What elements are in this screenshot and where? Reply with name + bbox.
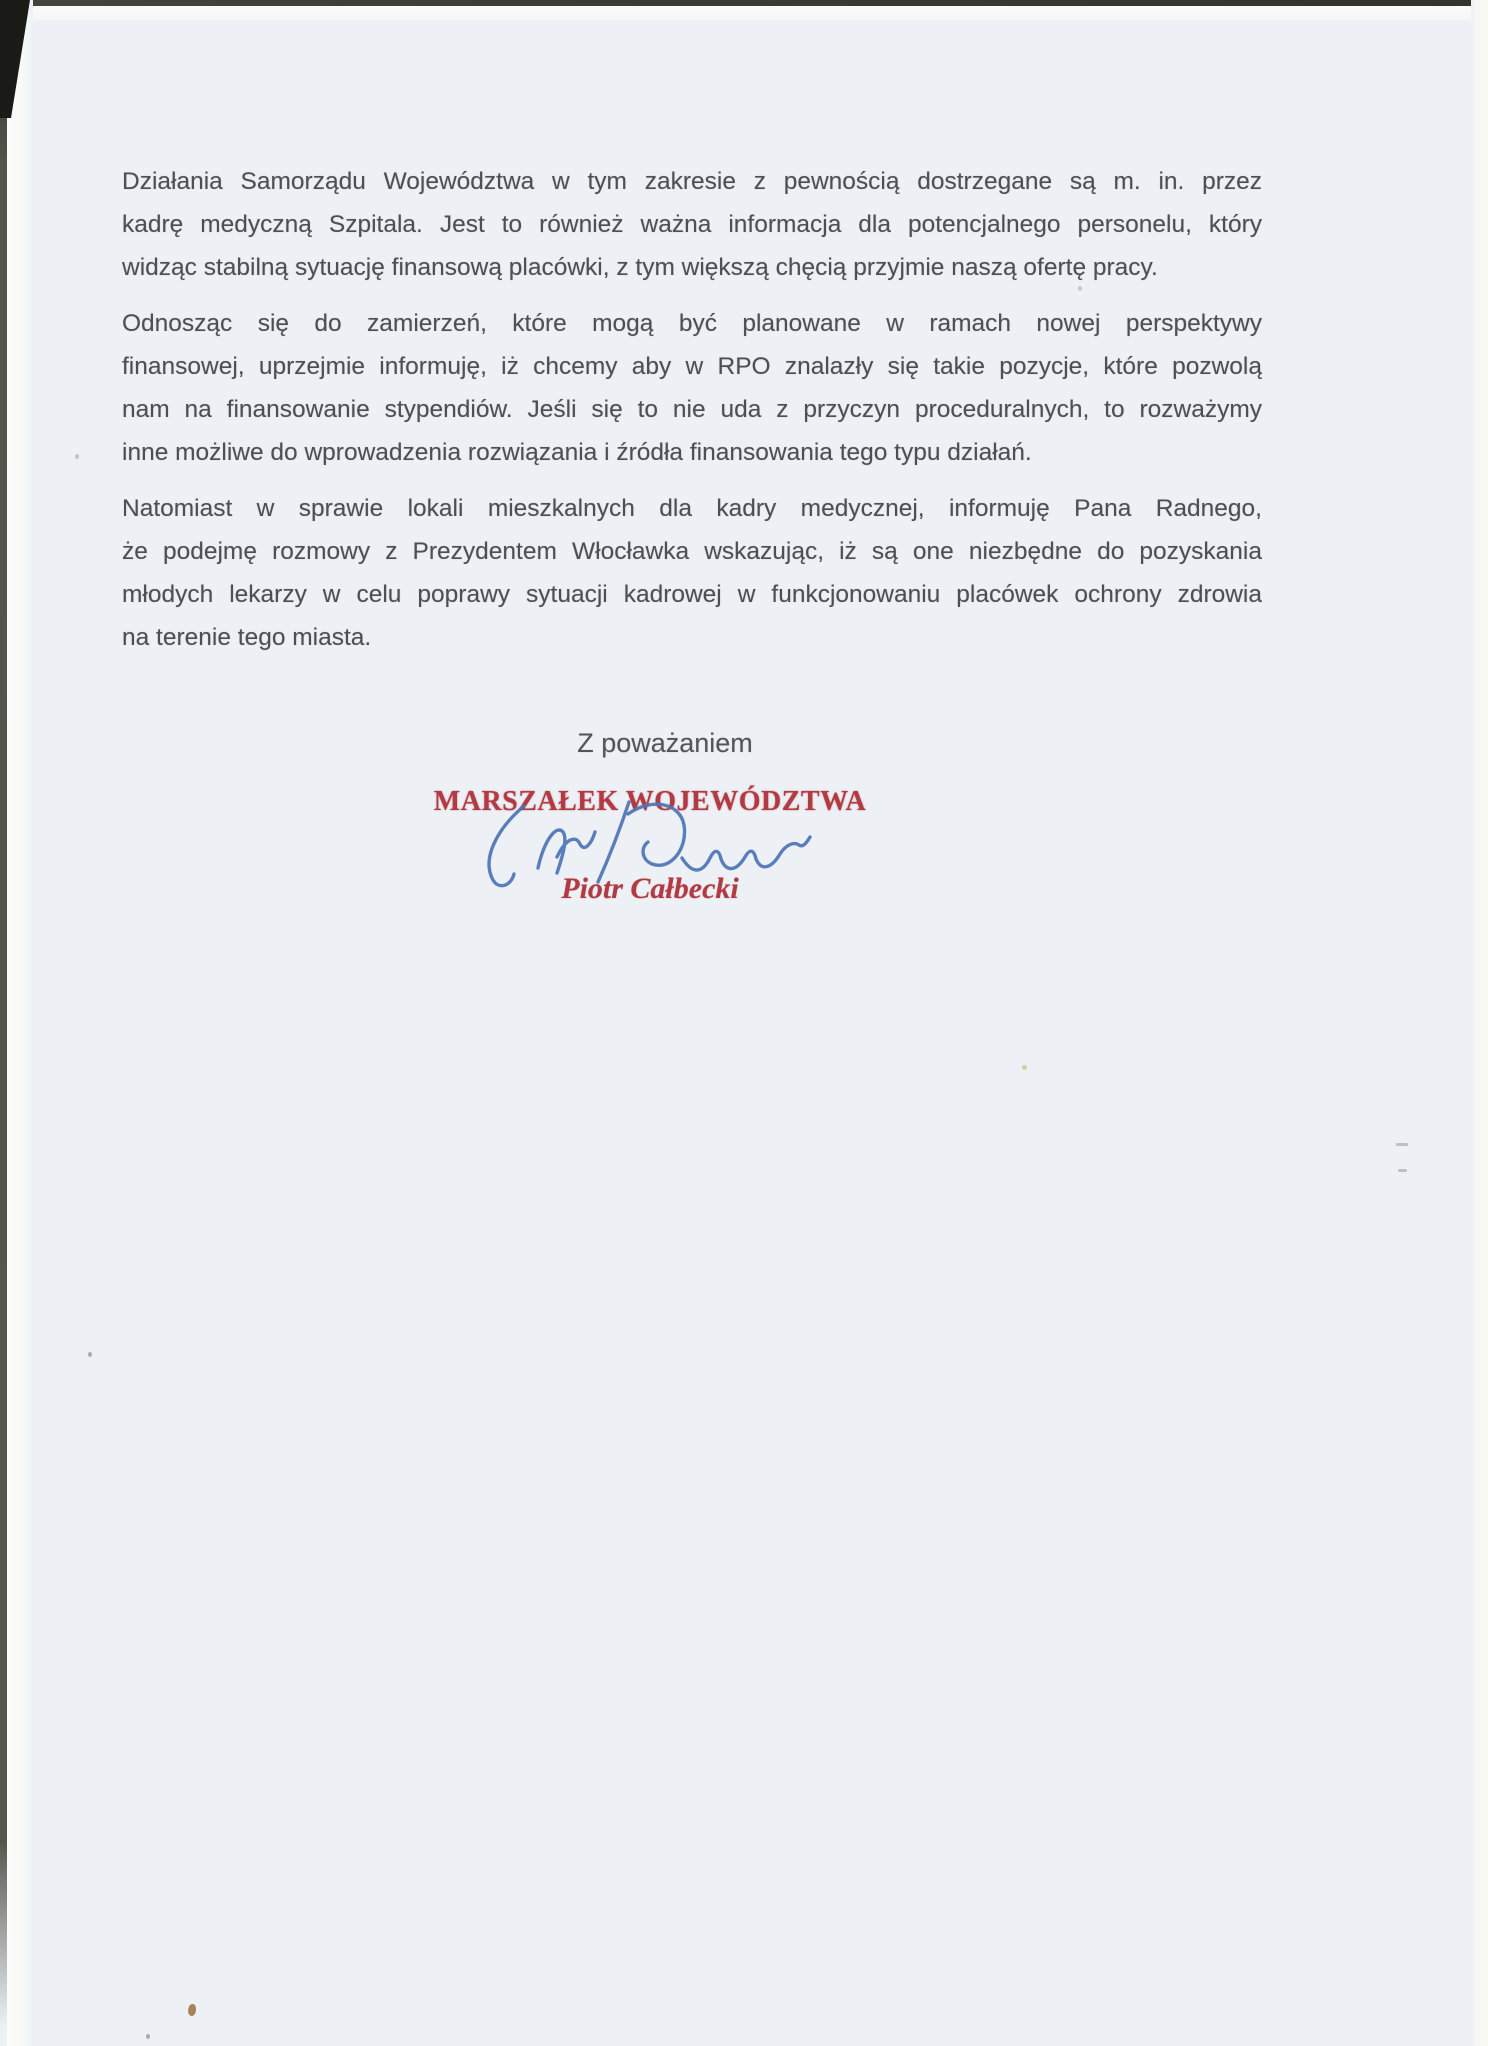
paragraph-line: Natomiast w sprawie lokali mieszkalnych dla kadry medycznej, informuję Pana Radnego,: [122, 495, 1262, 522]
paragraph-line: finansowej, uprzejmie informuję, iż chcemy aby w RPO znalazły się takie pozycje, które pozwolą: [122, 353, 1262, 380]
paragraph-line: że podejmę rozmowy z Prezydentem Włocławka wskazując, iż są one niezbędne do pozyskania: [122, 538, 1262, 565]
paragraph-line: nam na finansowanie stypendiów. Jeśli się to nie uda z przyczyn proceduralnych, to rozważymy: [122, 396, 1262, 423]
scan-left-paper-edge: [7, 0, 33, 2046]
paragraph-line: kadrę medyczną Szpitala. Jest to również ważna informacja dla potencjalnego personelu, który: [122, 211, 1262, 238]
stamp-name-text: Piotr Całbecki: [561, 872, 739, 905]
paragraph-line: Działania Samorządu Województwa w tym zakresie z pewnością dostrzegane są m. in. przez: [122, 168, 1262, 195]
scan-right-paper-edge: [1471, 0, 1488, 2046]
scan-speck: [88, 1352, 92, 1357]
paragraph-line: inne możliwe do wprowadzenia rozwiązania i źródła finansowania tego typu działań.: [122, 439, 1032, 466]
body-paragraphs: [122, 160, 1262, 672]
scan-speck: [1396, 1143, 1408, 1146]
scan-left-edge-strip: [0, 0, 7, 2046]
scan-speck: [146, 2034, 150, 2039]
scan-speck: [1398, 1169, 1407, 1172]
paragraph-line: młodych lekarzy w celu poprawy sytuacji kadrowej w funkcjonowaniu placówek ochrony zdrowia: [122, 581, 1262, 608]
paragraph-line: Odnosząc się do zamierzeń, które mogą być planowane w ramach nowej perspektywy: [122, 310, 1262, 337]
scan-speck: [1022, 1065, 1027, 1070]
scan-top-paper-edge: [0, 6, 1488, 20]
scan-speck: [75, 454, 79, 459]
paragraph: [122, 160, 1262, 289]
valediction-text: Z poważaniem: [577, 728, 753, 758]
paragraph: [122, 302, 1262, 474]
paragraph-line: na terenie tego miasta.: [122, 624, 372, 651]
scan-speck: [188, 2004, 196, 2016]
paragraph: [122, 487, 1262, 659]
stamp-title-text: MARSZAŁEK WOJEWÓDZTWA: [433, 786, 867, 817]
scan-speck: [1078, 286, 1082, 291]
paragraph-line: widząc stabilną sytuację finansową placówki, z tym większą chęcią przyjmie naszą ofertę pracy.: [122, 254, 1158, 281]
